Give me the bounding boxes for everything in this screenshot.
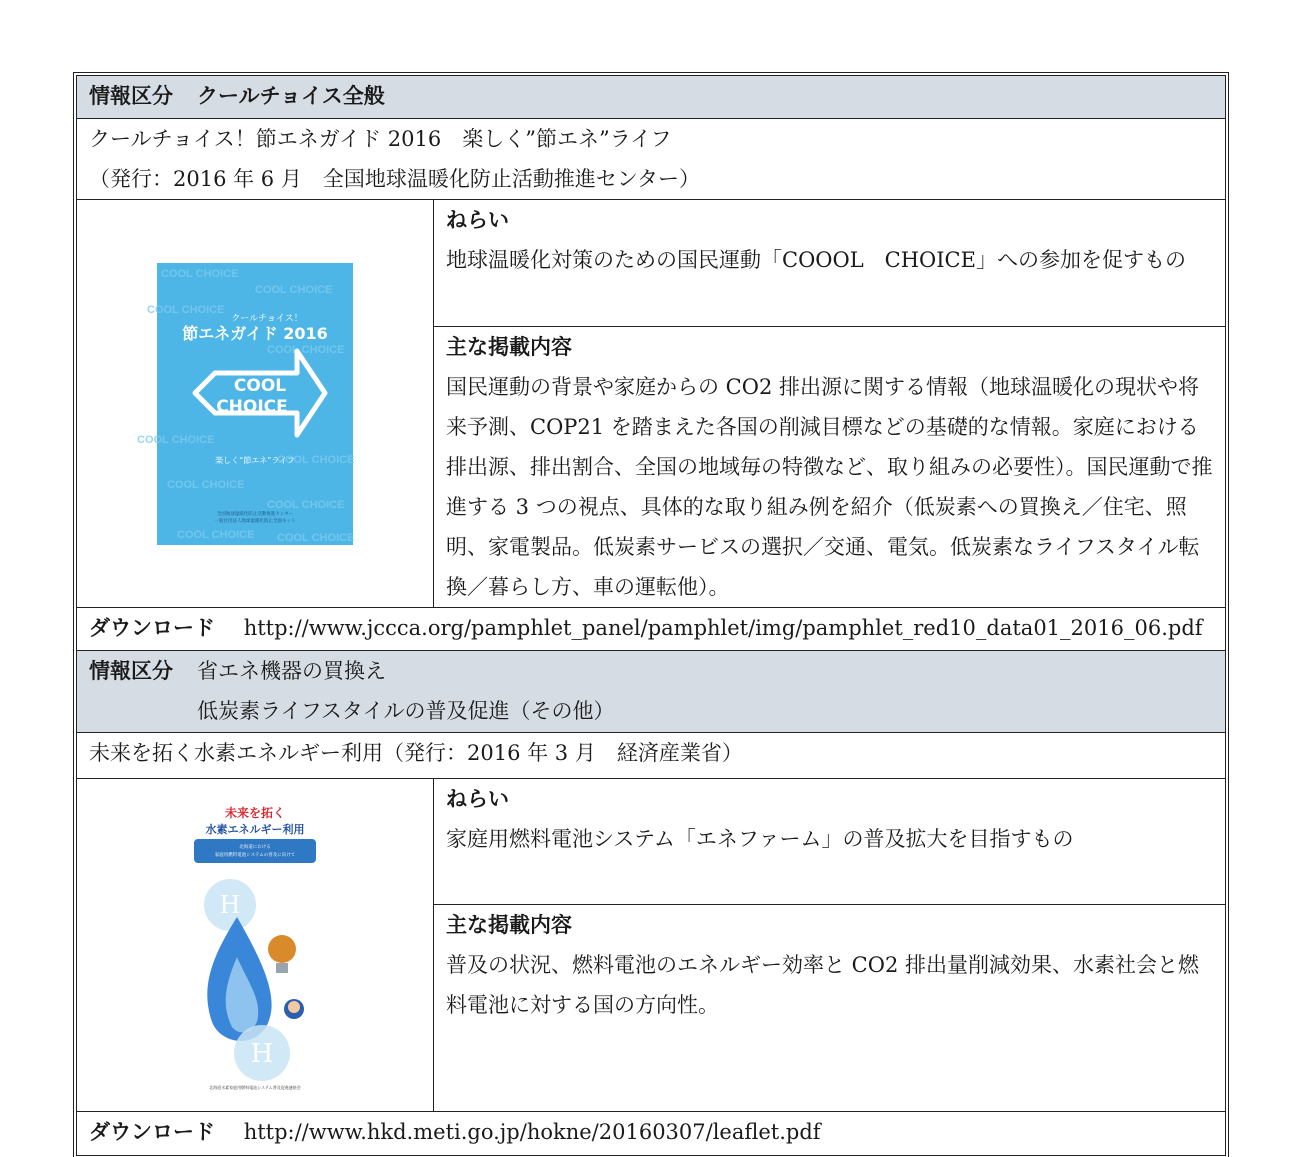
bg-lettering: COOL CHOICE bbox=[161, 267, 239, 280]
bubble-letter: H bbox=[219, 891, 241, 919]
publication-title bbox=[77, 119, 1226, 200]
bg-lettering: COOL CHOICE bbox=[277, 453, 355, 466]
download-label: ダウンロード bbox=[89, 616, 215, 640]
bg-lettering: COOL CHOICE bbox=[267, 498, 345, 511]
download-link[interactable]: http://www.jccca.org/pamphlet_panel/pamphlet/img/pamphlet_red10_data01_2016_06.pdf bbox=[243, 616, 1203, 640]
bg-lettering: COOL CHOICE bbox=[137, 433, 215, 446]
hydrogen-leaflet-cover-image bbox=[182, 797, 328, 1093]
cover2-subtitle-2: 家庭用燃料電池システムの普及に向けて bbox=[214, 853, 296, 858]
cover-publisher-2: 一般社団法人地球温暖化防止全国ネット bbox=[214, 518, 296, 524]
contents-cell bbox=[434, 905, 1226, 1112]
category-label: 情報区分 bbox=[89, 659, 173, 683]
aim-text: 地球温暖化対策のための国民運動「COOOL CHOICE」への参加を促すもの bbox=[446, 248, 1186, 272]
aim-cell bbox=[434, 200, 1226, 327]
bg-lettering: COOL CHOICE bbox=[177, 528, 255, 541]
cover2-subtitle-1: 北海道における bbox=[239, 845, 271, 850]
category-header bbox=[77, 76, 1226, 119]
category-value: 低炭素ライフスタイルの普及促進（その他） bbox=[197, 699, 615, 723]
cover-small-title: クールチョイス！ bbox=[231, 313, 303, 324]
info-table bbox=[76, 75, 1226, 1156]
cover-tagline: 楽しく“節エネ”ライフ bbox=[215, 455, 295, 465]
bubble-letter: H bbox=[250, 1039, 274, 1069]
cover-big-title: 節エネガイド 2016 bbox=[182, 323, 328, 343]
aim-text: 家庭用燃料電池システム「エネファーム」の普及拡大を目指すもの bbox=[446, 827, 1074, 851]
bg-lettering: COOL CHOICE bbox=[255, 283, 333, 296]
publication-title bbox=[77, 733, 1226, 779]
aim-cell bbox=[434, 779, 1226, 905]
bg-lettering: COOL CHOICE bbox=[267, 343, 345, 356]
cover-publisher-1: 全国地球温暖化防止活動推進センター bbox=[216, 511, 294, 517]
cool-choice-cover-image bbox=[137, 263, 355, 545]
category-value: クールチョイス全般 bbox=[197, 84, 385, 108]
download-row bbox=[77, 608, 1226, 651]
bg-lettering: COOL CHOICE bbox=[167, 478, 245, 491]
aim-heading: ねらい bbox=[446, 208, 509, 232]
category-label: 情報区分 bbox=[89, 84, 173, 108]
contents-heading: 主な掲載内容 bbox=[446, 913, 572, 937]
download-link[interactable]: http://www.hkd.meti.go.jp/hokne/20160307/leaflet.pdf bbox=[243, 1120, 821, 1144]
arrow-text-1: COOL bbox=[233, 375, 287, 396]
cover2-title-b: 水素エネルギー利用 bbox=[205, 823, 305, 836]
contents-heading: 主な掲載内容 bbox=[446, 335, 572, 359]
cover-cell bbox=[77, 779, 434, 1112]
category-header bbox=[77, 651, 1226, 733]
download-row bbox=[77, 1112, 1226, 1156]
cover2-footer: 北海道水素家庭用燃料電池システム普及促進連絡会 bbox=[209, 1085, 301, 1090]
download-label: ダウンロード bbox=[89, 1120, 215, 1144]
arrow-text-2: CHOICE bbox=[216, 396, 288, 417]
bg-lettering: COOL CHOICE bbox=[277, 531, 355, 544]
category-value: 省エネ機器の買換え bbox=[197, 659, 386, 683]
title-line: クールチョイス！節エネガイド 2016 楽しく”節エネ”ライフ bbox=[89, 127, 672, 151]
cover2-title-a: 未来を拓く bbox=[224, 806, 286, 820]
contents-text: 国民運動の背景や家庭からの CO2 排出源に関する情報（地球温暖化の現状や将来予測、COP21 を踏まえた各国の削減目標などの基礎的な情報。家庭における排出源、排出割合、全国の地域毎の特徴など、取り組みの必要性）。国民運動で推進する 3 つの視点、具体的な取り組み例を紹介（低炭素への買換え／住宅、照明、家電製品。低炭素サービスの選択／交通、電気。低炭素なライフスタイル転換／暮らし方、車の運転他）。 bbox=[446, 375, 1213, 599]
contents-text: 普及の状況、燃料電池のエネルギー効率と CO2 排出量削減効果、水素社会と燃料電池に対する国の方向性。 bbox=[446, 953, 1199, 1017]
title-line: 未来を拓く水素エネルギー利用（発行：2016 年 3 月 経済産業省） bbox=[89, 741, 743, 765]
contents-cell bbox=[434, 327, 1226, 608]
aim-heading: ねらい bbox=[446, 787, 509, 811]
cover-cell bbox=[77, 200, 434, 608]
title-line: （発行：2016 年 6 月 全国地球温暖化防止活動推進センター） bbox=[89, 167, 700, 191]
bg-lettering: COOL CHOICE bbox=[147, 303, 225, 316]
